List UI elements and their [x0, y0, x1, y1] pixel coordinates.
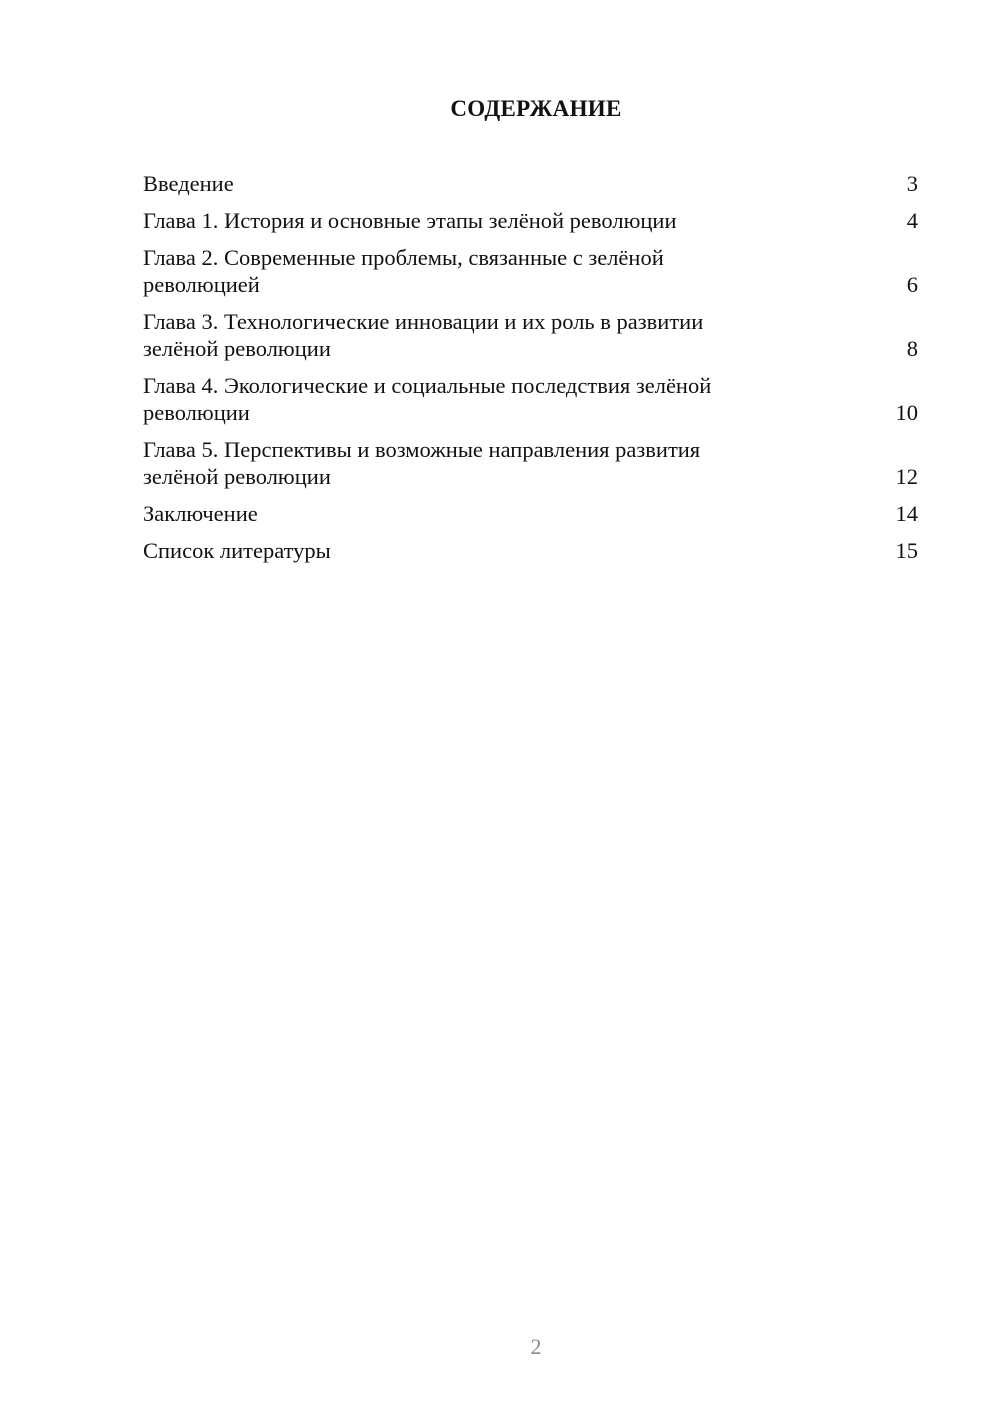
toc-entry-title: Глава 3. Технологические инновации и их роль в развитии зелёной революции — [143, 309, 704, 361]
toc-entry-page: 12 — [895, 464, 918, 489]
toc-entry-chapter-1[interactable] — [143, 207, 918, 234]
toc-entry-chapter-5[interactable] — [143, 436, 918, 490]
toc-entry-chapter-4[interactable] — [143, 372, 918, 426]
toc-entry-page: 15 — [895, 538, 918, 563]
toc-entry-chapter-3[interactable] — [143, 308, 918, 362]
toc-entry-chapter-2[interactable] — [143, 244, 918, 298]
toc-entry-page: 6 — [906, 272, 918, 297]
toc-entry-references[interactable] — [143, 537, 918, 564]
toc-entry-page: 8 — [906, 336, 918, 361]
table-of-contents — [143, 170, 918, 574]
toc-entry-title: Заключение — [143, 501, 258, 526]
toc-entry-page: 3 — [906, 171, 918, 196]
toc-entry-title: Глава 1. История и основные этапы зелёной революции — [143, 208, 677, 233]
toc-entry-title: Список литературы — [143, 538, 331, 563]
toc-entry-introduction[interactable] — [143, 170, 918, 197]
toc-entry-title: Глава 4. Экологические и социальные последствия зелёной революции — [143, 373, 712, 425]
toc-entry-title: Глава 2. Современные проблемы, связанные с зелёной революцией — [143, 245, 664, 297]
toc-entry-title: Глава 5. Перспективы и возможные направления развития зелёной революции — [143, 437, 701, 489]
page-title: СОДЕРЖАНИЕ — [450, 96, 622, 121]
toc-entry-conclusion[interactable] — [143, 500, 918, 527]
page-number: 2 — [530, 1334, 542, 1359]
toc-entry-title: Введение — [143, 171, 234, 196]
toc-entry-page: 14 — [895, 501, 918, 526]
toc-entry-page: 10 — [895, 400, 918, 425]
toc-entry-page: 4 — [906, 208, 918, 233]
